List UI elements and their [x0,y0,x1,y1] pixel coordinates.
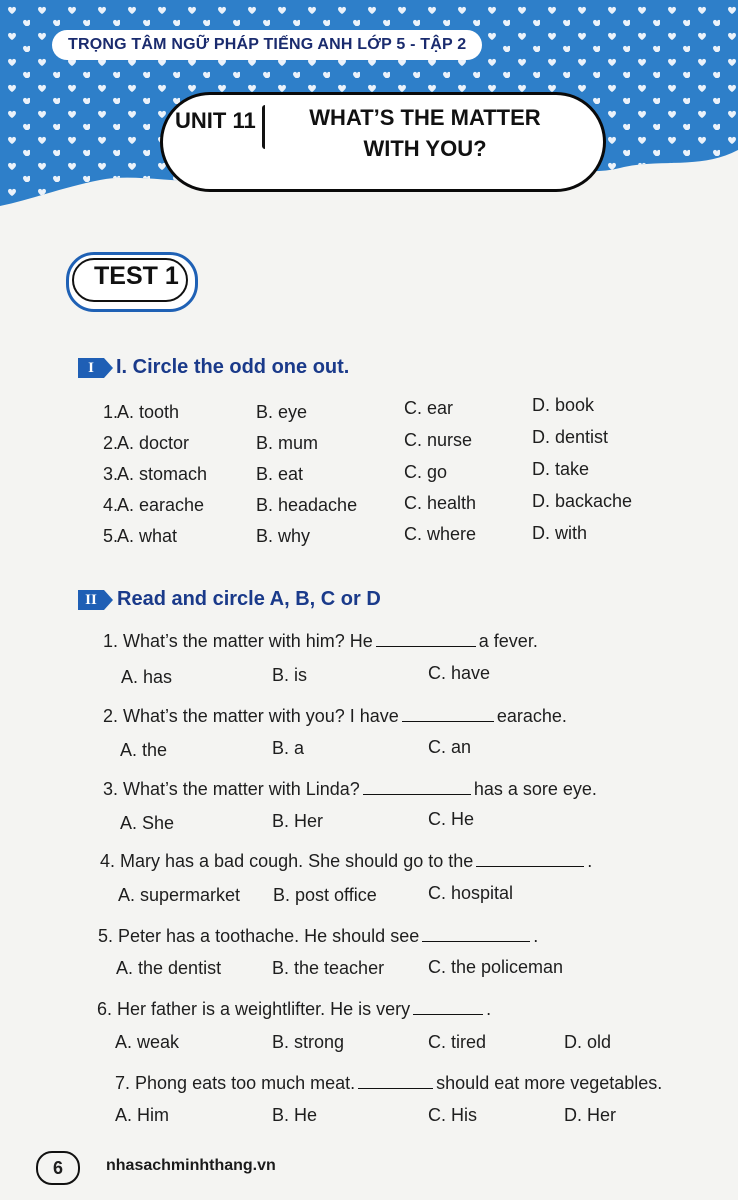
option-a[interactable]: A. the [120,740,168,760]
unit-title [300,102,550,164]
option-a[interactable]: A. earache [117,495,205,515]
answer-blank[interactable] [358,1087,433,1089]
question-text: 4. Mary has a bad cough. She should go to the [100,851,474,871]
answer-blank[interactable] [422,940,530,942]
option-d[interactable]: D. take [532,459,590,479]
option-c[interactable]: C. ear [404,398,454,418]
odd-one-row [0,491,738,521]
option-b[interactable]: B. headache [256,495,358,515]
option-b[interactable]: B. eat [256,464,304,484]
unit-label: UNIT 11 [175,108,256,133]
item-number: 3. [103,464,119,484]
odd-one-row [0,427,738,459]
option-b[interactable]: B. the teacher [272,958,385,978]
question-text: 5. Peter has a toothache. He should see [98,926,420,946]
item-number: 2. [103,433,119,453]
option-b[interactable]: B. mum [256,433,319,453]
question-text-end: . [486,999,492,1019]
option-a[interactable]: A. has [121,667,173,687]
option-b[interactable]: B. why [256,526,311,546]
question-stem [100,851,592,872]
question-text: 1. What’s the matter with him? He [103,631,373,651]
question-stem [103,779,597,800]
option-c[interactable]: C. nurse [404,430,473,450]
question-text-end: should eat more vegetables. [436,1073,663,1093]
section2-heading: Read and circle A, B, C or D [117,588,381,610]
option-c[interactable]: C. go [404,462,448,482]
option-a[interactable]: A. stomach [117,464,208,484]
option-a[interactable]: A. supermarket [118,885,241,905]
option-c[interactable]: C. He [428,809,475,829]
series-title: TRỌNG TÂM NGỮ PHÁP TIẾNG ANH LỚP 5 - TẬP 2 [52,30,482,60]
option-a[interactable]: A. tooth [117,402,180,422]
question-text-end: has a sore eye. [473,779,597,799]
question-stem [115,1073,662,1094]
test-label: TEST 1 [94,262,179,290]
option-d[interactable]: D. backache [532,491,633,511]
option-c[interactable]: C. have [428,663,491,683]
unit-divider [262,105,268,149]
answer-blank[interactable] [476,865,584,867]
option-a[interactable]: A. what [117,526,178,546]
section1-tag: I [78,358,104,378]
answer-blank[interactable] [402,720,494,722]
option-a[interactable]: A. Him [115,1105,169,1125]
question-text-end: . [587,851,593,871]
option-c[interactable]: C. where [404,524,477,544]
question-stem [97,999,491,1020]
section1-heading: I. Circle the odd one out. [116,356,350,378]
option-c[interactable]: C. hospital [428,883,514,903]
website-url: nhasachminhthang.vn [106,1157,276,1174]
question-text: 6. Her father is a weightlifter. He is very [97,999,411,1019]
option-b[interactable]: B. Her [272,811,324,831]
option-c[interactable]: C. His [428,1105,477,1125]
unit-title-line2: WITH YOU? [363,136,487,161]
option-c[interactable]: C. an [428,737,472,757]
question-text-end: earache. [496,706,567,726]
option-b[interactable]: B. He [272,1105,318,1125]
option-b[interactable]: B. eye [256,402,308,422]
unit-title-line1: WHAT’S THE MATTER [309,105,541,130]
option-b[interactable]: B. post office [273,885,377,905]
option-a[interactable]: A. doctor [117,433,190,453]
option-b[interactable]: B. is [272,665,308,685]
option-d[interactable]: D. Her [564,1105,617,1125]
item-number: 5. [103,526,119,546]
option-a[interactable]: A. the dentist [116,958,222,978]
option-d[interactable]: D. old [564,1032,612,1052]
page-number: 6 [36,1151,80,1185]
odd-one-row [0,395,738,428]
section2-tag: II [78,590,104,610]
question-text: 2. What’s the matter with you? I have [103,706,399,726]
option-a[interactable]: A. She [120,813,175,833]
question-stem [103,706,567,727]
option-d[interactable]: D. book [532,395,595,415]
question-stem [103,631,538,652]
option-b[interactable]: B. a [272,738,305,758]
question-text-end: a fever. [478,631,538,651]
item-number: 1. [103,402,119,422]
answer-blank[interactable] [413,1013,483,1015]
odd-one-row [0,459,738,490]
question-stem [98,926,538,947]
question-text: 7. Phong eats too much meat. [115,1073,356,1093]
option-b[interactable]: B. strong [272,1032,345,1052]
option-c[interactable]: C. the policeman [428,957,564,977]
option-d[interactable]: D. with [532,523,588,543]
option-d[interactable]: D. dentist [532,427,609,447]
option-a[interactable]: A. weak [115,1032,180,1052]
question-text: 3. What’s the matter with Linda? [103,779,360,799]
odd-one-row [0,523,738,552]
question-text-end: . [533,926,539,946]
answer-blank[interactable] [363,793,471,795]
item-number: 4. [103,495,119,515]
answer-blank[interactable] [376,645,476,647]
option-c[interactable]: C. health [404,493,477,513]
option-c[interactable]: C. tired [428,1032,487,1052]
